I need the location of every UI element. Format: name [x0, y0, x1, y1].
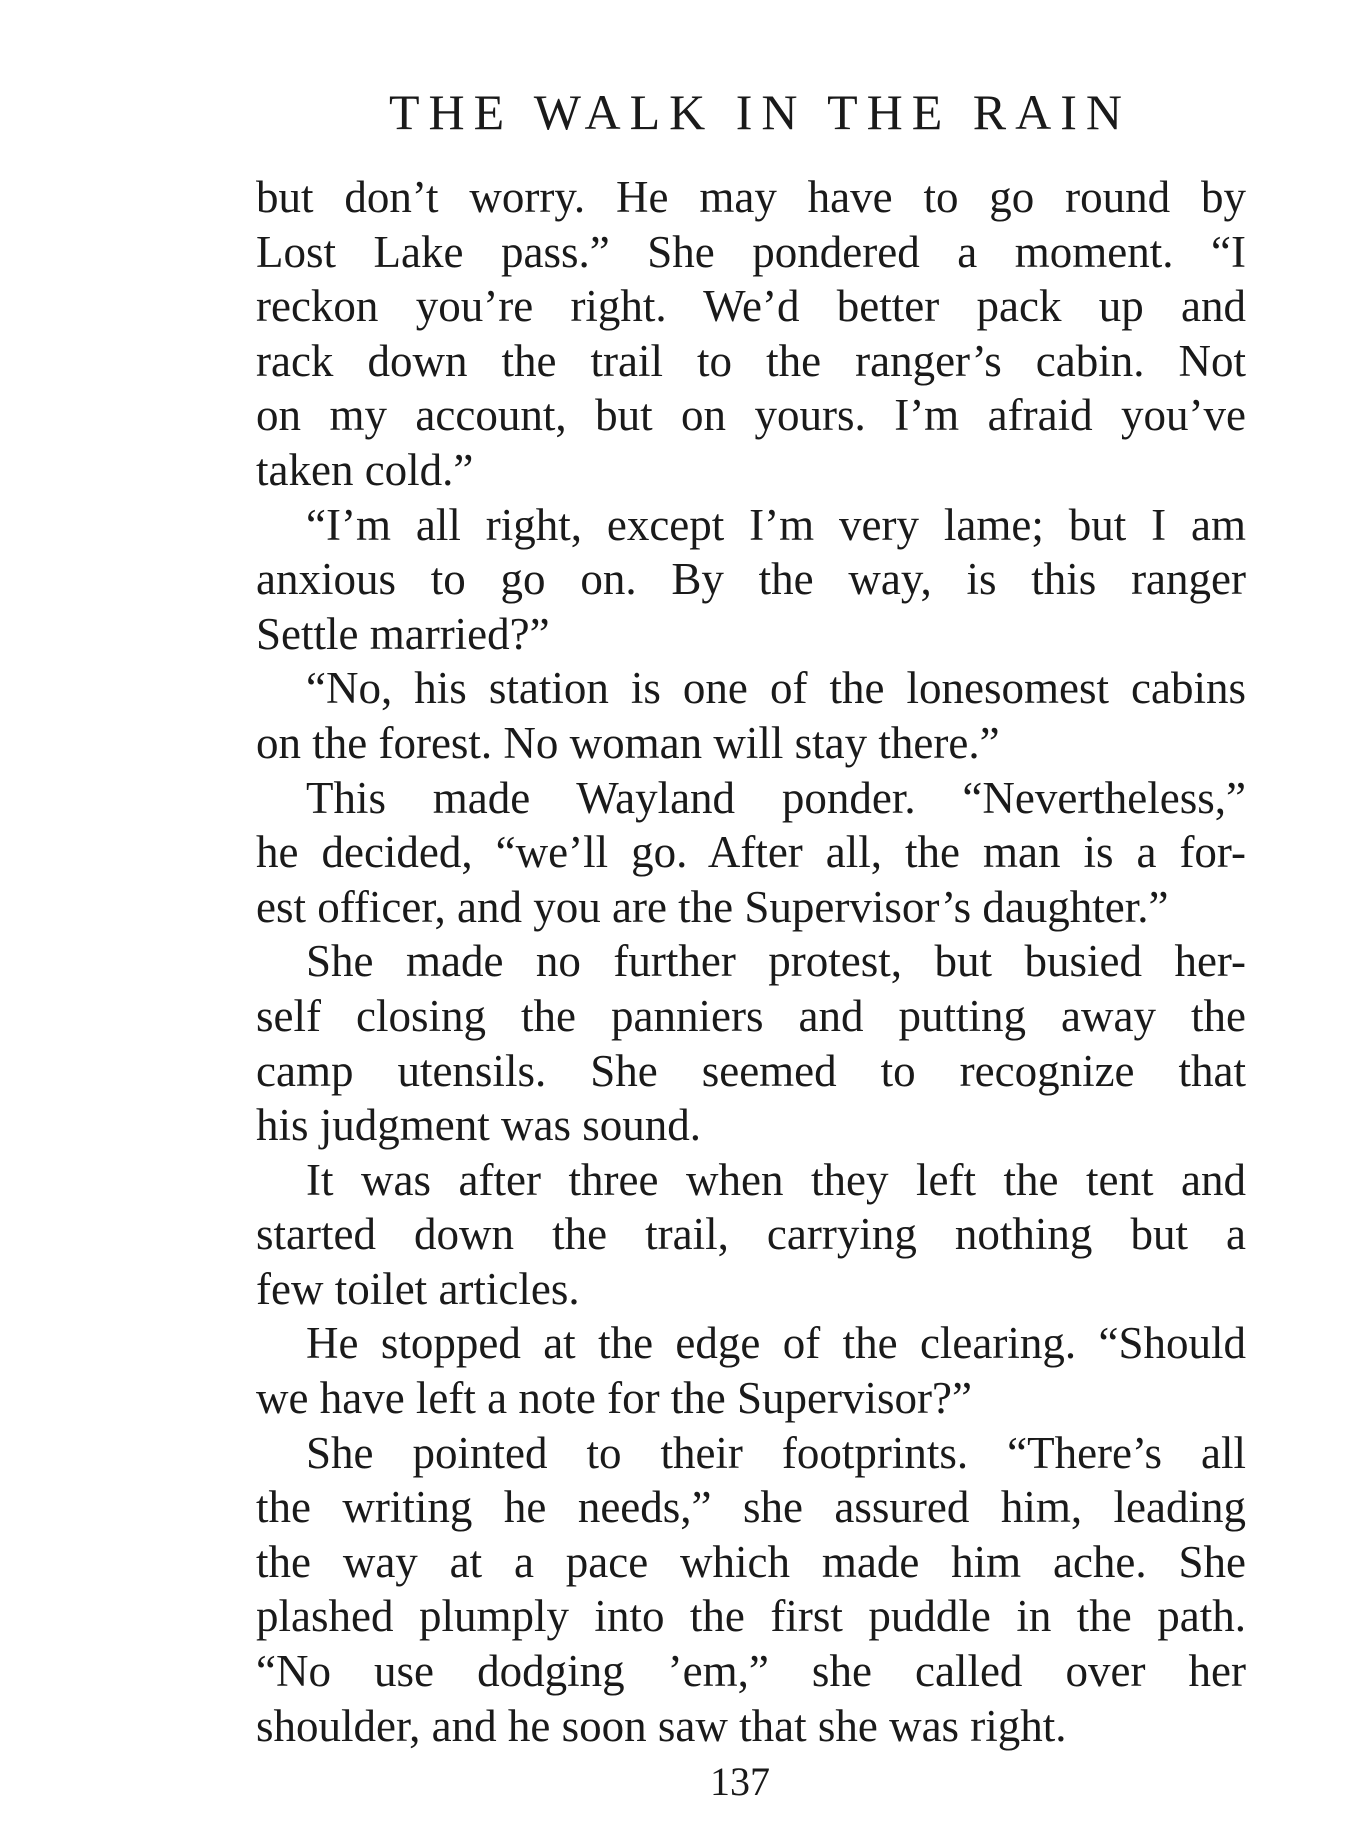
text-line: “No, his station is one of the lonesomest cabins	[306, 663, 1246, 714]
paragraph	[256, 934, 1246, 1152]
text-line: est officer, and you are the Supervisor’s daughter.”	[256, 881, 1169, 932]
paragraph	[256, 498, 1246, 662]
text-line: shoulder, and he soon saw that she was right.	[256, 1700, 1067, 1751]
text-line: on my account, but on yours. I’m afraid you’ve	[256, 390, 1246, 441]
text-line: started down the trail, carrying nothing but a	[256, 1209, 1246, 1260]
running-head: THE WALK IN THE RAIN	[389, 84, 1131, 140]
paragraph	[256, 1426, 1246, 1754]
paragraph	[256, 1153, 1246, 1317]
text-line: the way at a pace which made him ache. She	[256, 1536, 1246, 1587]
page-number: 137	[710, 1759, 770, 1804]
text-line: Lost Lake pass.” She pondered a moment. “I	[256, 226, 1246, 277]
text-line: Settle married?”	[256, 608, 550, 659]
text-line: It was after three when they left the tent and	[306, 1154, 1246, 1205]
paragraph	[256, 771, 1246, 935]
body-text	[256, 170, 1246, 1753]
paragraph	[256, 170, 1246, 498]
text-line: plashed plumply into the first puddle in the path.	[256, 1591, 1246, 1642]
text-line: few toilet articles.	[256, 1263, 580, 1314]
text-line: self closing the panniers and putting away the	[256, 990, 1246, 1041]
text-line: reckon you’re right. We’d better pack up and	[256, 281, 1246, 332]
text-line: the writing he needs,” she assured him, leading	[256, 1482, 1246, 1533]
text-line: camp utensils. She seemed to recognize that	[256, 1045, 1246, 1096]
paragraph	[256, 661, 1246, 770]
text-line: rack down the trail to the ranger’s cabin. Not	[256, 335, 1246, 386]
text-line: he decided, “we’ll go. After all, the man is a for-	[256, 827, 1246, 878]
text-line: She made no further protest, but busied her-	[306, 936, 1246, 987]
text-line: He stopped at the edge of the clearing. “Should	[306, 1318, 1246, 1369]
text-line: “I’m all right, except I’m very lame; but I am	[306, 499, 1246, 550]
text-line: anxious to go on. By the way, is this ranger	[256, 554, 1246, 605]
text-line: on the forest. No woman will stay there.”	[256, 717, 1000, 768]
text-line: taken cold.”	[256, 444, 474, 495]
text-line: “No use dodging ’em,” she called over her	[256, 1646, 1246, 1697]
paragraph	[256, 1316, 1246, 1425]
text-line: This made Wayland ponder. “Nevertheless,”	[306, 772, 1246, 823]
text-line: She pointed to their footprints. “There’s all	[306, 1427, 1246, 1478]
text-line: we have left a note for the Supervisor?”	[256, 1373, 972, 1424]
text-line: his judgment was sound.	[256, 1100, 701, 1151]
text-line: but don’t worry. He may have to go round by	[256, 172, 1246, 222]
